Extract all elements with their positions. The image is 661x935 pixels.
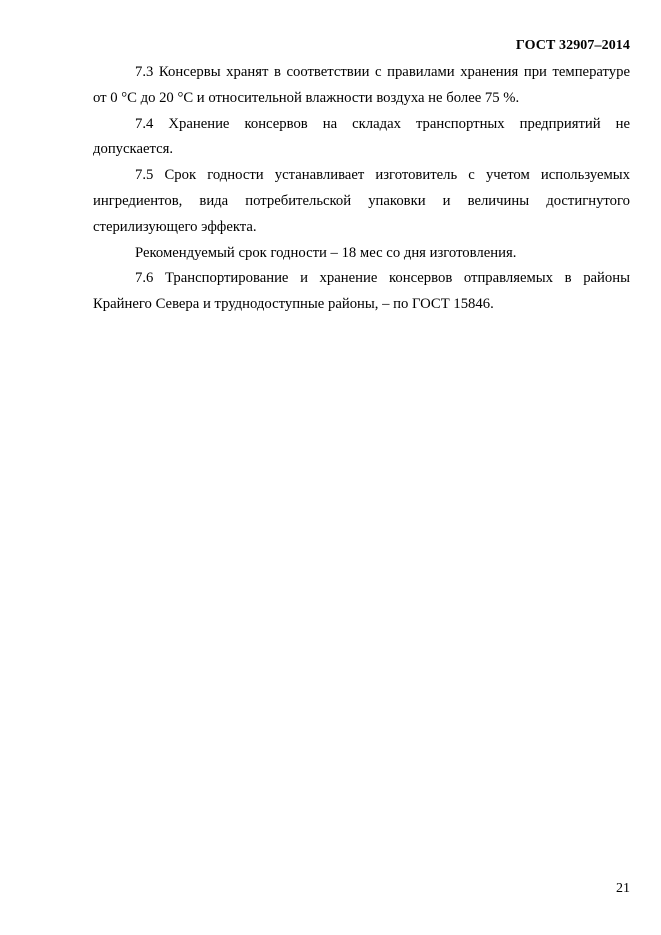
paragraph-7-3: 7.3 Консервы хранят в соответствии с правилами хранения при температуре от 0 °С до 20 °С и относительной влажности воздуха не более 75 %. [93, 64, 630, 106]
document-body [93, 60, 630, 318]
document-header-code: ГОСТ 32907–2014 [515, 38, 630, 53]
paragraph-7-5: 7.5 Срок годности устанавливает изготовитель с учетом используемых ингредиентов, вида потребительской упаковки и величины достигнутого стерилизующего эффекта. [93, 167, 630, 235]
paragraph-7-4: 7.4 Хранение консервов на складах транспортных предприятий не допускается. [93, 115, 630, 158]
paragraph-7-6: 7.6 Транспортирование и хранение консервов отправляемых в районы Крайнего Севера и труднодоступные районы, – по ГОСТ 15846. [93, 270, 630, 313]
page-number: 21 [616, 881, 630, 896]
paragraph-recommended-shelf-life: Рекомендуемый срок годности – 18 мес со дня изготовления. [135, 244, 517, 261]
